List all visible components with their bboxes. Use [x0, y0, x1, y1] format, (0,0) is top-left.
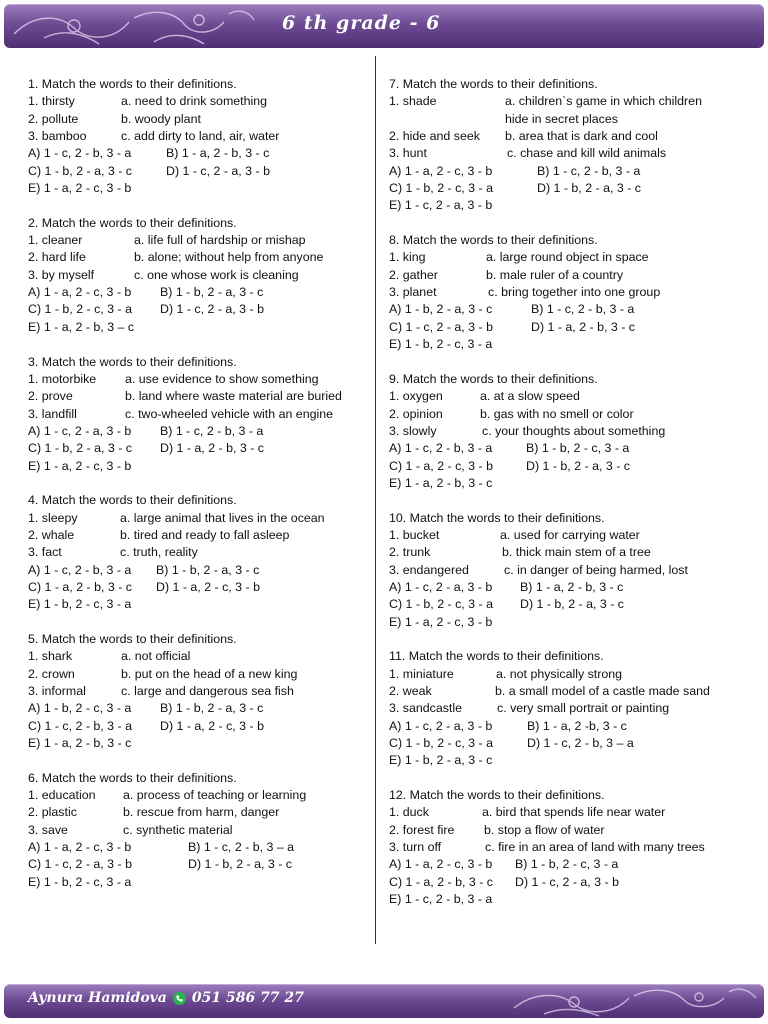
question-block — [389, 371, 719, 492]
answer-option-d[interactable]: D) 1 - c, 2 - a, 3 - b — [166, 163, 270, 178]
question-prompt: 5. Match the words to their definitions. — [28, 632, 237, 646]
match-definition: b. thick main stem of a tree — [502, 545, 651, 560]
answer-option-b[interactable]: B) 1 - a, 2 - b, 3 - c — [166, 146, 270, 161]
floral-swirl-decoration — [4, 4, 264, 48]
answer-options-row — [389, 458, 719, 475]
answer-option-b[interactable]: B) 1 - b, 2 - a, 3 - c — [156, 562, 260, 577]
match-word: 3. fact — [28, 545, 62, 560]
match-pair — [389, 666, 719, 683]
answer-option-d[interactable]: D) 1 - b, 2 - a, 3 - c — [520, 597, 624, 612]
question-prompt: 10. Match the words to their definitions. — [389, 510, 605, 525]
match-word: 3. sandcastle — [389, 701, 463, 716]
question-prompt: 9. Match the words to their definitions. — [389, 371, 598, 386]
match-word: 3. slowly — [389, 423, 437, 438]
match-word: 1. miniature — [389, 666, 454, 681]
answer-options-row — [28, 163, 368, 180]
footer-credit — [28, 990, 304, 1006]
match-word: 2. opinion — [389, 406, 443, 421]
answer-option-a[interactable]: A) 1 - c, 2 - b, 3 - a — [28, 562, 132, 577]
match-word: 1. king — [389, 250, 426, 265]
answer-options-row — [28, 579, 368, 596]
match-word: 1. motorbike — [28, 371, 97, 386]
answer-option-d[interactable]: D) 1 - a, 2 - c, 3 - b — [160, 718, 264, 733]
answer-options-row — [28, 839, 368, 856]
answer-option-b[interactable]: B) 1 - b, 2 - a, 3 - c — [160, 701, 264, 716]
match-pair — [28, 683, 368, 700]
match-definition: a. not official — [121, 649, 191, 664]
answer-options-row — [389, 180, 719, 197]
match-definition: a. used for carrying water — [500, 527, 640, 542]
match-pair — [28, 93, 368, 110]
match-definition: a. large round object in space — [486, 250, 649, 265]
match-word: 1. oxygen — [389, 389, 443, 404]
answer-options-row — [389, 579, 719, 596]
match-definition: b. put on the head of a new king — [121, 666, 298, 681]
answer-option-a[interactable]: A) 1 - c, 2 - a, 3 - b — [389, 718, 493, 733]
answer-option-d[interactable]: D) 1 - a, 2 - c, 3 - b — [156, 579, 260, 594]
question-prompt: 4. Match the words to their definitions. — [28, 493, 237, 508]
question-block — [28, 76, 368, 197]
match-definition: b. area that is dark and cool — [505, 129, 658, 144]
question-prompt: 3. Match the words to their definitions. — [28, 354, 237, 369]
match-word: 2. prove — [28, 389, 73, 404]
answer-options-row — [28, 562, 368, 579]
whatsapp-phone-icon — [173, 992, 186, 1005]
match-word: 3. turn off — [389, 840, 442, 855]
answer-option-b[interactable]: B) 1 - c, 2 - b, 3 - a — [531, 302, 635, 317]
match-definition: c. chase and kill wild animals — [507, 146, 667, 161]
answer-option-d[interactable]: D) 1 - c, 2 - a, 3 - b — [515, 874, 619, 889]
question-prompt: 6. Match the words to their definitions. — [28, 770, 237, 785]
match-definition: a. use evidence to show something — [125, 371, 319, 386]
answer-option-b[interactable]: B) 1 - b, 2 - c, 3 - a — [515, 857, 619, 872]
match-definition: c. add dirty to land, air, water — [121, 129, 280, 144]
answer-option-a[interactable]: A) 1 - c, 2 - a, 3 - b — [28, 423, 132, 438]
answer-options-row — [28, 284, 368, 301]
match-word: 3. by myself — [28, 267, 95, 282]
answer-options-row — [28, 856, 368, 873]
answer-option-d[interactable]: D) 1 - b, 2 - a, 3 - c — [188, 857, 292, 872]
question-prompt: 7. Match the words to their definitions. — [389, 77, 598, 91]
question-block — [28, 770, 368, 891]
match-word: 2. pollute — [28, 111, 79, 126]
match-word: 1. shark — [28, 649, 73, 664]
match-word: 2. hard life — [28, 250, 86, 265]
answer-options-row — [28, 440, 368, 457]
match-word: 3. hunt — [389, 146, 427, 161]
match-definition: b. woody plant — [121, 111, 201, 126]
author-name: Aynura Hamidova — [28, 990, 167, 1006]
left-column — [28, 76, 368, 909]
match-pair — [389, 145, 719, 162]
match-word: 2. weak — [389, 684, 432, 699]
match-definition: c. your thoughts about something — [482, 423, 666, 438]
question-prompt: 8. Match the words to their definitions. — [389, 233, 598, 248]
match-definition: b. a small model of a castle made sand — [495, 684, 710, 699]
match-definition: b. gas with no smell or color — [480, 406, 634, 421]
answer-options-row — [389, 718, 719, 735]
match-word: 3. bamboo — [28, 129, 87, 144]
match-pair — [389, 839, 719, 856]
answer-option-c[interactable]: C) 1 - a, 2 - b, 3 - c — [389, 874, 493, 889]
answer-option-a[interactable]: A) 1 - c, 2 - a, 3 - b — [389, 579, 493, 594]
match-definition: c. truth, reality — [120, 545, 198, 560]
match-definition: a. large animal that lives in the ocean — [120, 510, 325, 525]
answer-options-row — [389, 735, 719, 752]
match-definition: a. process of teaching or learning — [123, 788, 307, 803]
answer-options-row — [28, 700, 368, 717]
match-pair — [389, 128, 719, 145]
match-pair — [28, 406, 368, 423]
answer-option-b[interactable]: B) 1 - a, 2 - b, 3 - c — [520, 579, 624, 594]
answer-option-d[interactable]: D) 1 - a, 2 - b, 3 - c — [531, 319, 635, 334]
match-pair — [28, 666, 368, 683]
answer-option-c[interactable]: C) 1 - c, 2 - b, 3 - a — [28, 718, 132, 733]
match-definition: b. alone; without help from anyone — [134, 250, 324, 265]
answer-option-e[interactable]: E) 1 - c, 2 - a, 3 - b — [389, 198, 493, 213]
match-word: 1. cleaner — [28, 233, 83, 248]
question-block — [28, 354, 368, 475]
match-definition: c. two-wheeled vehicle with an engine — [125, 406, 334, 421]
match-pair — [389, 406, 719, 423]
question-prompt: 1. Match the words to their definitions. — [28, 77, 237, 91]
answer-option-e[interactable]: E) 1 - a, 2 - c, 3 - b — [28, 181, 132, 196]
answer-options-row — [28, 718, 368, 735]
match-pair — [28, 267, 368, 284]
match-word: 2. plastic — [28, 805, 77, 820]
floral-swirl-decoration — [504, 984, 764, 1018]
match-pair — [389, 700, 719, 717]
match-word: 3. planet — [389, 285, 437, 300]
match-pair — [389, 267, 719, 284]
match-definition: a. at a slow speed — [480, 389, 580, 404]
match-word: 1. bucket — [389, 527, 440, 542]
match-pair — [28, 648, 368, 665]
question-prompt: 11. Match the words to their definitions. — [389, 649, 604, 664]
answer-option-a[interactable]: A) 1 - a, 2 - c, 3 - b — [28, 285, 132, 300]
phone-number: 051 586 77 27 — [191, 990, 304, 1006]
answer-option-c[interactable]: C) 1 - c, 2 - a, 3 - b — [389, 319, 493, 334]
question-prompt: 12. Match the words to their definitions. — [389, 788, 605, 803]
match-pair — [389, 683, 719, 700]
answer-option-a[interactable]: A) 1 - a, 2 - c, 3 - b — [28, 840, 132, 855]
match-definition: b. stop a flow of water — [484, 822, 605, 837]
match-pair — [389, 562, 719, 579]
match-word: 1. duck — [389, 805, 429, 820]
question-block — [389, 232, 719, 353]
question-block — [389, 76, 719, 215]
answer-option-c[interactable]: C) 1 - a, 2 - c, 3 - b — [389, 458, 493, 473]
match-pair — [389, 284, 719, 301]
match-pair — [389, 804, 719, 821]
answer-options-row — [389, 301, 719, 318]
answer-options-row — [28, 301, 368, 318]
answer-option-c[interactable]: C) 1 - b, 2 - c, 3 - a — [28, 302, 132, 317]
answer-option-b[interactable]: B) 1 - b, 2 - a, 3 - c — [160, 285, 264, 300]
answer-option-a[interactable]: A) 1 - a, 2 - c, 3 - b — [389, 163, 493, 178]
match-definition: c. fire in an area of land with many trees — [485, 840, 705, 855]
match-definition: a. need to drink something — [121, 94, 268, 109]
question-block — [389, 787, 719, 908]
answer-option-b[interactable]: B) 1 - c, 2 - b, 3 - a — [537, 163, 641, 178]
answer-option-b[interactable]: B) 1 - c, 2 - b, 3 - a — [160, 423, 264, 438]
page-title: 6 th grade - 6 — [282, 12, 441, 34]
answer-options-row — [389, 596, 719, 613]
match-word: 2. crown — [28, 666, 75, 681]
answer-options-row — [28, 145, 368, 162]
match-definition: b. rescue from harm, danger — [123, 805, 280, 820]
match-pair — [28, 822, 368, 839]
match-word: 1. education — [28, 788, 96, 803]
answer-options-row — [389, 440, 719, 457]
answer-option-d[interactable]: D) 1 - a, 2 - b, 3 - c — [160, 441, 264, 456]
answer-option-e[interactable]: E) 1 - a, 2 - b, 3 – c — [28, 319, 135, 334]
match-pair — [28, 804, 368, 821]
match-definition: c. very small portrait or painting — [497, 701, 670, 716]
match-definition: a. life full of hardship or mishap — [134, 233, 306, 248]
match-word: 3. informal — [28, 684, 86, 699]
match-word: 3. endangered — [389, 562, 469, 577]
answer-option-e[interactable]: E) 1 - a, 2 - c, 3 - b — [389, 614, 493, 629]
match-word: 3. landfill — [28, 406, 77, 421]
answer-option-a[interactable]: A) 1 - c, 2 - b, 3 - a — [389, 441, 493, 456]
answer-options-row — [28, 423, 368, 440]
answer-options-row — [389, 319, 719, 336]
answer-option-e[interactable]: E) 1 - c, 2 - b, 3 - a — [389, 892, 493, 907]
match-pair — [28, 544, 368, 561]
match-pair — [28, 249, 368, 266]
match-pair — [28, 371, 368, 388]
answer-option-e[interactable]: E) 1 - b, 2 - c, 3 - a — [389, 337, 493, 352]
right-column — [389, 76, 719, 926]
match-pair — [28, 510, 368, 527]
match-word: 1. shade — [389, 94, 437, 109]
match-definition: c. large and dangerous sea fish — [121, 684, 294, 699]
match-definition: b. tired and ready to fall asleep — [120, 527, 290, 542]
answer-option-c[interactable]: C) 1 - a, 2 - b, 3 - c — [28, 579, 132, 594]
question-block — [389, 648, 719, 769]
match-definition: a. not physically strong — [496, 666, 623, 681]
match-definition: a. bird that spends life near water — [482, 805, 666, 820]
answer-option-c[interactable]: C) 1 - b, 2 - c, 3 - a — [389, 736, 493, 751]
match-definition: a. children`s game in which children hide in secret places — [505, 94, 702, 126]
answer-option-e[interactable]: E) 1 - a, 2 - c, 3 - b — [28, 458, 132, 473]
answer-option-b[interactable]: B) 1 - a, 2 -b, 3 - c — [527, 718, 627, 733]
answer-option-e[interactable]: E) 1 - a, 2 - b, 3 - c — [28, 736, 132, 751]
question-block — [28, 215, 368, 336]
answer-option-d[interactable]: D) 1 - c, 2 - a, 3 - b — [160, 302, 264, 317]
answer-option-e[interactable]: E) 1 - b, 2 - c, 3 - a — [28, 597, 132, 612]
answer-option-e[interactable]: E) 1 - b, 2 - c, 3 - a — [28, 874, 132, 889]
question-prompt: 2. Match the words to their definitions. — [28, 215, 237, 230]
match-pair — [389, 423, 719, 440]
answer-option-c[interactable]: C) 1 - b, 2 - a, 3 - c — [28, 163, 132, 178]
match-definition: c. one whose work is cleaning — [134, 267, 299, 282]
answer-options-row — [389, 874, 719, 891]
answer-option-d[interactable]: D) 1 - c, 2 - b, 3 – a — [527, 736, 634, 751]
match-definition: c. in danger of being harmed, lost — [504, 562, 688, 577]
match-pair — [389, 249, 719, 266]
match-word: 3. save — [28, 822, 68, 837]
answer-option-e[interactable]: E) 1 - b, 2 - a, 3 - c — [389, 753, 493, 768]
question-block — [28, 631, 368, 752]
answer-option-d[interactable]: D) 1 - b, 2 - a, 3 - c — [537, 181, 641, 196]
match-word: 2. trunk — [389, 545, 431, 560]
match-word: 1. sleepy — [28, 510, 78, 525]
answer-option-c[interactable]: C) 1 - b, 2 - a, 3 - c — [28, 441, 132, 456]
answer-option-d[interactable]: D) 1 - b, 2 - a, 3 - c — [526, 458, 630, 473]
header-banner — [4, 4, 764, 48]
answer-options-row — [389, 163, 719, 180]
answer-option-b[interactable]: B) 1 - c, 2 - b, 3 – a — [188, 840, 295, 855]
answer-option-a[interactable]: A) 1 - b, 2 - a, 3 - c — [389, 302, 493, 317]
match-word: 2. gather — [389, 267, 438, 282]
answer-option-a[interactable]: A) 1 - c, 2 - b, 3 - a — [28, 146, 132, 161]
match-pair — [389, 544, 719, 561]
match-pair — [389, 822, 719, 839]
answer-option-a[interactable]: A) 1 - b, 2 - c, 3 - a — [28, 701, 132, 716]
question-block — [389, 510, 719, 631]
match-pair — [28, 527, 368, 544]
match-pair — [28, 232, 368, 249]
match-pair — [28, 128, 368, 145]
match-definition: c. bring together into one group — [488, 285, 661, 300]
match-definition: c. synthetic material — [123, 822, 233, 837]
match-pair — [28, 111, 368, 128]
answer-option-c[interactable]: C) 1 - b, 2 - c, 3 - a — [389, 181, 493, 196]
answer-option-c[interactable]: C) 1 - b, 2 - c, 3 - a — [389, 597, 493, 612]
match-pair — [389, 527, 719, 544]
match-definition: b. land where waste material are buried — [125, 389, 342, 404]
match-word: 2. forest fire — [389, 822, 455, 837]
answer-option-c[interactable]: C) 1 - c, 2 - a, 3 - b — [28, 857, 132, 872]
answer-option-e[interactable]: E) 1 - a, 2 - b, 3 - c — [389, 475, 493, 490]
answer-options-row — [389, 856, 719, 873]
answer-option-b[interactable]: B) 1 - b, 2 - c, 3 - a — [526, 441, 630, 456]
footer-banner — [4, 984, 764, 1018]
match-pair — [389, 388, 719, 405]
match-word: 2. whale — [28, 527, 75, 542]
match-pair — [28, 787, 368, 804]
match-definition: b. male ruler of a country — [486, 267, 624, 282]
column-divider — [375, 56, 376, 944]
match-word: 2. hide and seek — [389, 129, 480, 144]
answer-option-a[interactable]: A) 1 - a, 2 - c, 3 - b — [389, 857, 493, 872]
match-pair — [28, 388, 368, 405]
question-block — [28, 492, 368, 613]
match-word: 1. thirsty — [28, 94, 75, 109]
match-pair — [389, 93, 719, 128]
